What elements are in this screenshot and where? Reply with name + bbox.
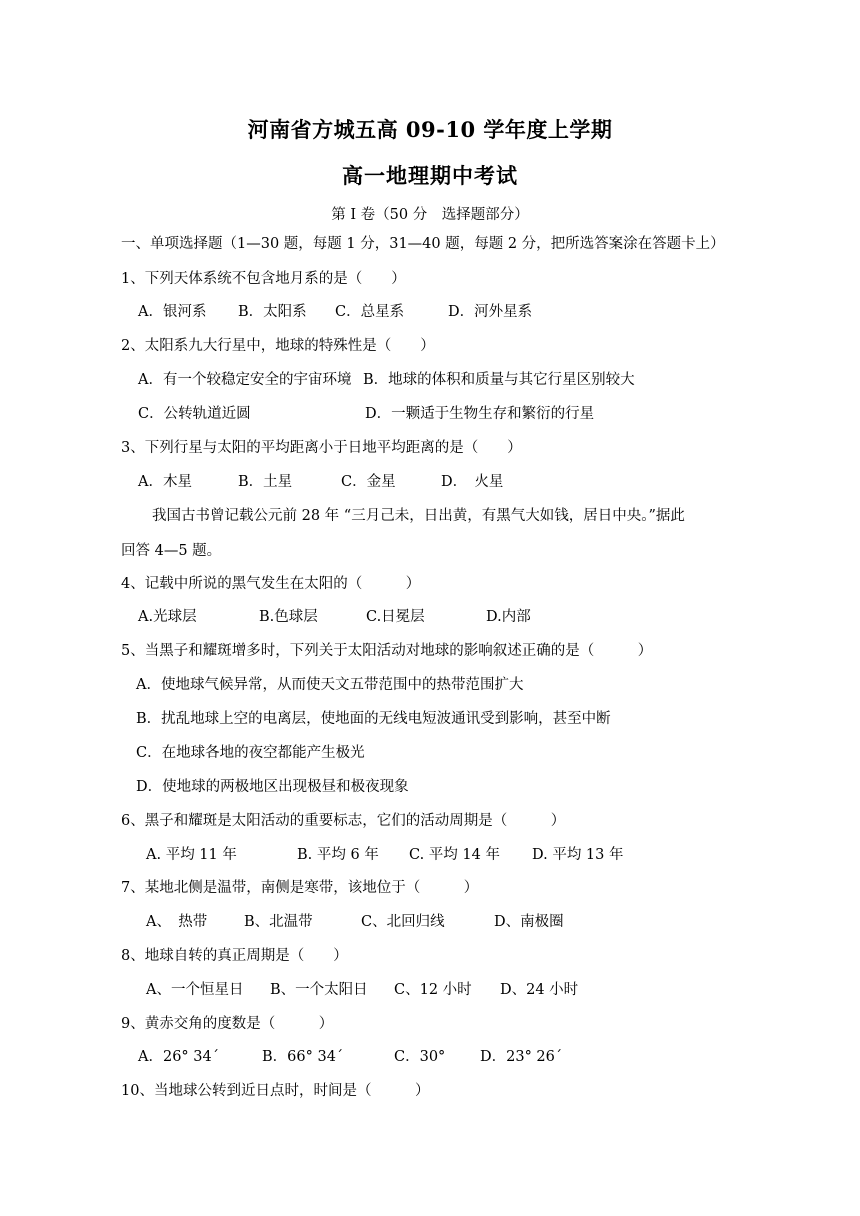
question-7-stem: 7、某地北侧是温带，南侧是寒带，该地位于（ ） <box>121 880 479 896</box>
question-8-stem: 8、地球自转的真正周期是（ ） <box>121 948 348 964</box>
question-3-stem: 3、下列行星与太阳的平均距离小于日地平均距离的是（ ） <box>121 440 522 456</box>
question-1-option-c: C．总星系 <box>335 304 405 320</box>
question-7-option-c: C、北回归线 <box>361 914 445 930</box>
question-5-stem: 5、当黑子和耀斑增多时，下列关于太阳活动对地球的影响叙述正确的是（ ） <box>121 643 653 659</box>
question-9-option-a: A．26° 34´ <box>138 1049 219 1065</box>
question-2-option-c: C．公转轨道近圆 <box>138 406 251 422</box>
question-8-option-d: D、24 小时 <box>500 982 579 998</box>
question-9-option-d: D．23° 26´ <box>480 1049 563 1065</box>
question-3-option-d: D． 火星 <box>441 474 504 490</box>
exam-title-school: 河南省方城五高 09-10 学年度上学期 <box>247 117 613 142</box>
question-2-stem: 2、太阳系九大行星中，地球的特殊性是（ ） <box>121 338 435 354</box>
question-8-option-c: C、12 小时 <box>394 982 472 998</box>
passage-line-2: 回答 4—5 题。 <box>121 543 222 559</box>
question-2-option-b: B．地球的体积和质量与其它行星区别较大 <box>363 372 635 388</box>
question-10-stem: 10、当地球公转到近日点时，时间是（ ） <box>121 1083 430 1099</box>
question-4-option-b: B.色球层 <box>259 609 318 625</box>
question-7-option-b: B、北温带 <box>244 914 313 930</box>
question-1-option-d: D．河外星系 <box>448 304 533 320</box>
question-4-option-c: C.日冕层 <box>366 609 425 625</box>
question-9-stem: 9、黄赤交角的度数是（ ） <box>121 1016 334 1032</box>
question-5-option-b: B．扰乱地球上空的电离层，使地面的无线电短波通讯受到影响，甚至中断 <box>136 711 611 727</box>
question-1-stem: 1、下列天体系统不包含地月系的是（ ） <box>121 271 406 287</box>
question-1-option-b: B．太阳系 <box>238 304 307 320</box>
section-subtitle: 第 I 卷（50 分 选择题部分） <box>331 207 529 223</box>
question-2-option-a: A．有一个较稳定安全的宇宙环境 <box>138 372 352 388</box>
question-6-option-b: B. 平均 6 年 <box>297 847 379 863</box>
question-3-option-a: A．木星 <box>138 474 192 490</box>
question-2-option-d: D．一颗适于生物生存和繁衍的行星 <box>365 406 595 422</box>
question-8-option-a: A、一个恒星日 <box>146 982 244 998</box>
question-4-stem: 4、记载中所说的黑气发生在太阳的（ ） <box>121 576 421 592</box>
question-7-option-d: D、南极圈 <box>494 914 564 930</box>
question-6-option-c: C. 平均 14 年 <box>409 847 500 863</box>
question-3-option-b: B．土星 <box>238 474 293 490</box>
question-6-option-d: D. 平均 13 年 <box>532 847 624 863</box>
section-instruction: 一、单项选择题（1—30 题，每题 1 分，31—40 题，每题 2 分，把所选答案涂在答题卡上） <box>121 236 725 252</box>
question-7-option-a: A、 热带 <box>146 914 208 930</box>
question-5-option-a: A．使地球气候异常，从而使天文五带范围中的热带范围扩大 <box>136 677 524 693</box>
question-4-option-a: A.光球层 <box>138 609 197 625</box>
question-8-option-b: B、一个太阳日 <box>270 982 368 998</box>
exam-title-subject: 高一地理期中考试 <box>342 163 518 188</box>
passage-line-1: 我国古书曾记载公元前 28 年 “三月己未，日出黄，有黑气大如钱，居日中央。”据此 <box>152 508 685 524</box>
question-4-option-d: D.内部 <box>486 609 531 625</box>
question-6-stem: 6、黑子和耀斑是太阳活动的重要标志，它们的活动周期是（ ） <box>121 813 566 829</box>
question-5-option-c: C．在地球各地的夜空都能产生极光 <box>136 745 365 761</box>
question-3-option-c: C．金星 <box>341 474 396 490</box>
question-6-option-a: A. 平均 11 年 <box>146 847 237 863</box>
question-9-option-c: C．30° <box>394 1049 446 1065</box>
question-5-option-d: D．使地球的两极地区出现极昼和极夜现象 <box>136 779 409 795</box>
question-9-option-b: B．66° 34´ <box>262 1049 344 1065</box>
question-1-option-a: A．银河系 <box>138 304 207 320</box>
